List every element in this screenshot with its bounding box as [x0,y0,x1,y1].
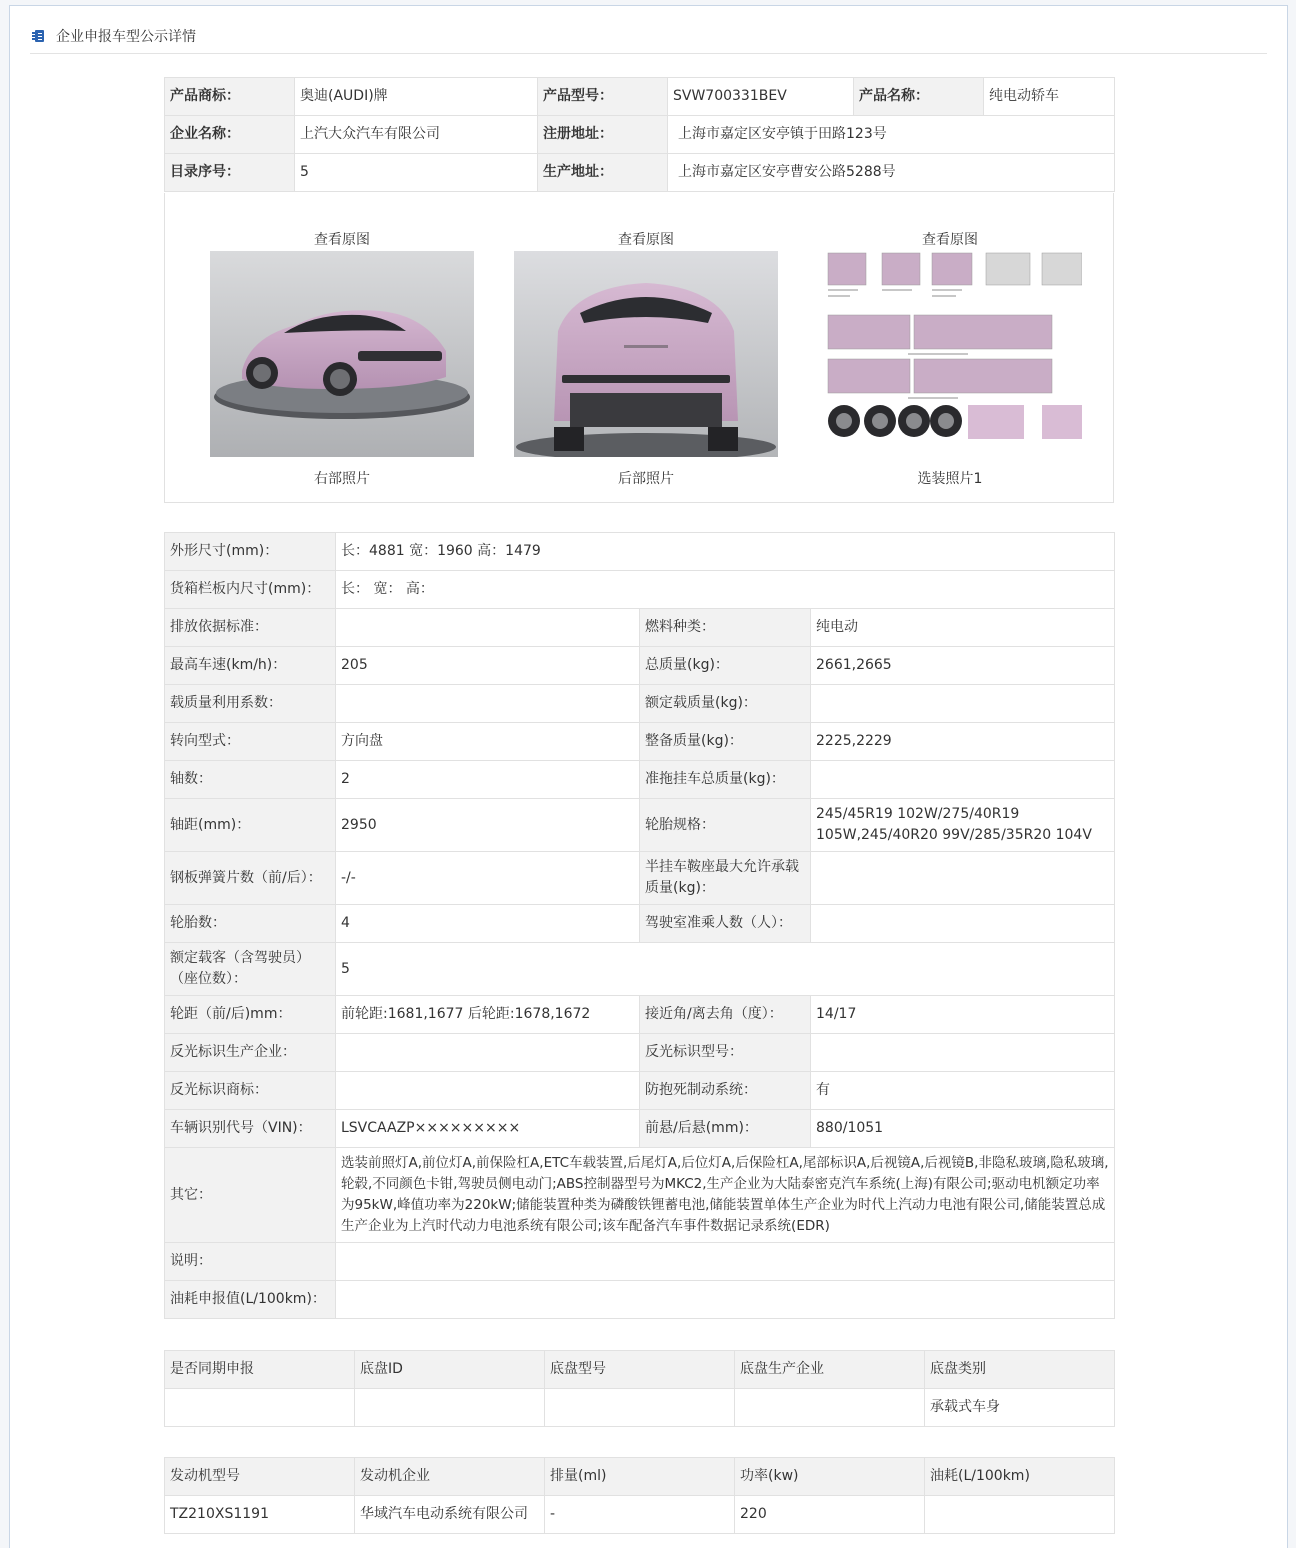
other-label: 其它： [165,1148,336,1243]
other-value: 选装前照灯A,前位灯A,前保险杠A,ETC车载装置,后尾灯A,后位灯A,后保险杠A,尾部标识A,后视镜A,后视镜B,非隐私玻璃,隐私玻璃,轮毂,不同颜色卡钳,驾驶员侧电动门;ABS控制器型号为MKC2,生产企业为大陆泰密克汽车系统(上海)有限公司;驱动电机额定功率为95kW,峰值功率为220kW;储能装置种类为磷酸铁锂蓄电池,储能装置单体生产企业为时代上汽动力电池有限公司,储能装置总成生产企业为上汽时代动力电池系统有限公司;该车配备汽车事件数据记录系统(EDR) [336,1148,1115,1243]
view-original-link[interactable]: 查看原图 [922,232,978,248]
param-label: 接近角/离去角（度）： [640,996,811,1034]
column-header: 底盘型号 [545,1351,735,1389]
param-label: 防抱死制动系统： [640,1072,811,1110]
param-value: 880/1051 [811,1110,1115,1148]
note-value [336,1243,1115,1281]
table-cell [545,1389,735,1427]
fuel-value [336,1281,1115,1319]
param-value [336,1072,640,1110]
view-original-link[interactable]: 查看原图 [618,232,674,248]
param-label: 前悬/后悬(mm)： [640,1110,811,1148]
photo-rear [514,229,778,489]
param-value: 2950 [336,799,640,852]
seats-value: 5 [336,943,1115,996]
param-value [811,685,1115,723]
table-cell: 华域汽车电动系统有限公司 [355,1496,545,1534]
param-value [811,852,1115,905]
page-header [30,18,1267,54]
param-label: 总质量(kg)： [640,647,811,685]
param-value: 纯电动 [811,609,1115,647]
table-cell [165,1389,355,1427]
table-row [165,723,1115,761]
model-value: SVW700331BEV [668,78,854,116]
param-value: LSVCAAZP××××××××× [336,1110,640,1148]
column-header: 功率(kw) [735,1458,925,1496]
dimensions-label: 外形尺寸(mm)： [165,533,336,571]
photo-caption: 后部照片 [618,471,674,487]
column-header: 底盘ID [355,1351,545,1389]
table-row [165,154,1115,192]
table-row [165,1243,1115,1281]
table-row [165,1034,1115,1072]
table-row [165,685,1115,723]
param-label: 反光标识商标： [165,1072,336,1110]
table-row [165,1148,1115,1243]
param-value: 2661,2665 [811,647,1115,685]
param-value: 前轮距:1681,1677 后轮距:1678,1672 [336,996,640,1034]
fuel-label: 油耗申报值(L/100km)： [165,1281,336,1319]
param-label: 载质量利用系数： [165,685,336,723]
table-row [165,571,1115,609]
param-value [811,1034,1115,1072]
table-cell: 220 [735,1496,925,1534]
param-label: 整备质量(kg)： [640,723,811,761]
param-label: 钢板弹簧片数（前/后）： [165,852,336,905]
table-cell [735,1389,925,1427]
chassis-table [164,1350,1115,1427]
prod-address-label: 生产地址： [538,154,668,192]
column-header: 发动机企业 [355,1458,545,1496]
column-header: 排量(ml) [545,1458,735,1496]
photo-panel [164,193,1114,503]
brand-value: 奥迪(AUDI)牌 [295,78,538,116]
notebook-icon [32,29,46,43]
cargo-value: 长： 宽： 高： [336,571,1115,609]
params-table [164,532,1115,1319]
table-row [165,852,1115,905]
car-side-photo[interactable] [210,251,474,457]
param-label: 驾驶室准乘人数（人）： [640,905,811,943]
param-label: 反光标识生产企业： [165,1034,336,1072]
product-name-value: 纯电动轿车 [984,78,1115,116]
table-cell [355,1389,545,1427]
param-label: 轴距(mm)： [165,799,336,852]
param-label: 准拖挂车总质量(kg)： [640,761,811,799]
car-rear-photo[interactable] [514,251,778,457]
param-value: 有 [811,1072,1115,1110]
page-title: 企业申报车型公示详情 [56,28,196,45]
param-value [336,685,640,723]
param-value: 2 [336,761,640,799]
view-original-link[interactable]: 查看原图 [314,232,370,248]
catalog-no-label: 目录序号： [165,154,295,192]
param-value: 方向盘 [336,723,640,761]
param-label: 轴数： [165,761,336,799]
table-row [165,943,1115,996]
param-label: 反光标识型号： [640,1034,811,1072]
column-header: 发动机型号 [165,1458,355,1496]
table-row [165,1072,1115,1110]
column-header: 油耗(L/100km) [925,1458,1115,1496]
param-label: 燃料种类： [640,609,811,647]
table-row [165,1389,1115,1427]
param-label: 排放依据标准： [165,609,336,647]
photo-option [818,229,1082,489]
param-label: 轮胎规格： [640,799,811,852]
photo-caption: 右部照片 [314,471,370,487]
option-collage-photo[interactable] [818,251,1082,457]
table-cell: TZ210XS1191 [165,1496,355,1534]
table-row [165,1110,1115,1148]
table-header-row [165,1351,1115,1389]
dimensions-value: 长：4881 宽：1960 高：1479 [336,533,1115,571]
param-label: 转向型式： [165,723,336,761]
table-row [165,1496,1115,1534]
param-value: 205 [336,647,640,685]
param-value: 2225,2229 [811,723,1115,761]
catalog-no-value: 5 [295,154,538,192]
param-label: 车辆识别代号（VIN)： [165,1110,336,1148]
reg-address-value: 上海市嘉定区安亭镇于田路123号 [668,116,1115,154]
param-value: 14/17 [811,996,1115,1034]
param-label: 轮距（前/后)mm： [165,996,336,1034]
table-row [165,609,1115,647]
company-label: 企业名称： [165,116,295,154]
basic-info-table [164,77,1115,192]
table-cell: 承载式车身 [925,1389,1115,1427]
param-label: 最高车速(km/h)： [165,647,336,685]
param-value [811,761,1115,799]
table-row [165,116,1115,154]
product-name-label: 产品名称： [854,78,984,116]
table-cell: - [545,1496,735,1534]
param-label: 额定载质量(kg)： [640,685,811,723]
photo-caption: 选装照片1 [917,471,983,487]
column-header: 底盘类别 [925,1351,1115,1389]
brand-label: 产品商标： [165,78,295,116]
photo-right [210,229,474,489]
column-header: 底盘生产企业 [735,1351,925,1389]
table-row [165,647,1115,685]
table-row [165,799,1115,852]
column-header: 是否同期申报 [165,1351,355,1389]
param-value: 245/45R19 102W/275/40R19 105W,245/40R20 99V/285/35R20 104V [811,799,1115,852]
prod-address-value: 上海市嘉定区安亭曹安公路5288号 [668,154,1115,192]
table-cell [925,1496,1115,1534]
cargo-label: 货箱栏板内尺寸(mm)： [165,571,336,609]
param-value [811,905,1115,943]
model-label: 产品型号： [538,78,668,116]
table-row [165,996,1115,1034]
table-row [165,905,1115,943]
seats-label: 额定载客（含驾驶员）（座位数）： [165,943,336,996]
param-value [336,1034,640,1072]
table-header-row [165,1458,1115,1496]
table-row [165,533,1115,571]
param-label: 半挂车鞍座最大允许承载质量(kg)： [640,852,811,905]
param-label: 轮胎数： [165,905,336,943]
param-value: 4 [336,905,640,943]
table-row [165,1281,1115,1319]
reg-address-label: 注册地址： [538,116,668,154]
company-value: 上汽大众汽车有限公司 [295,116,538,154]
table-row [165,761,1115,799]
param-value: -/- [336,852,640,905]
table-row [165,78,1115,116]
param-value [336,609,640,647]
note-label: 说明： [165,1243,336,1281]
engine-table [164,1457,1115,1534]
